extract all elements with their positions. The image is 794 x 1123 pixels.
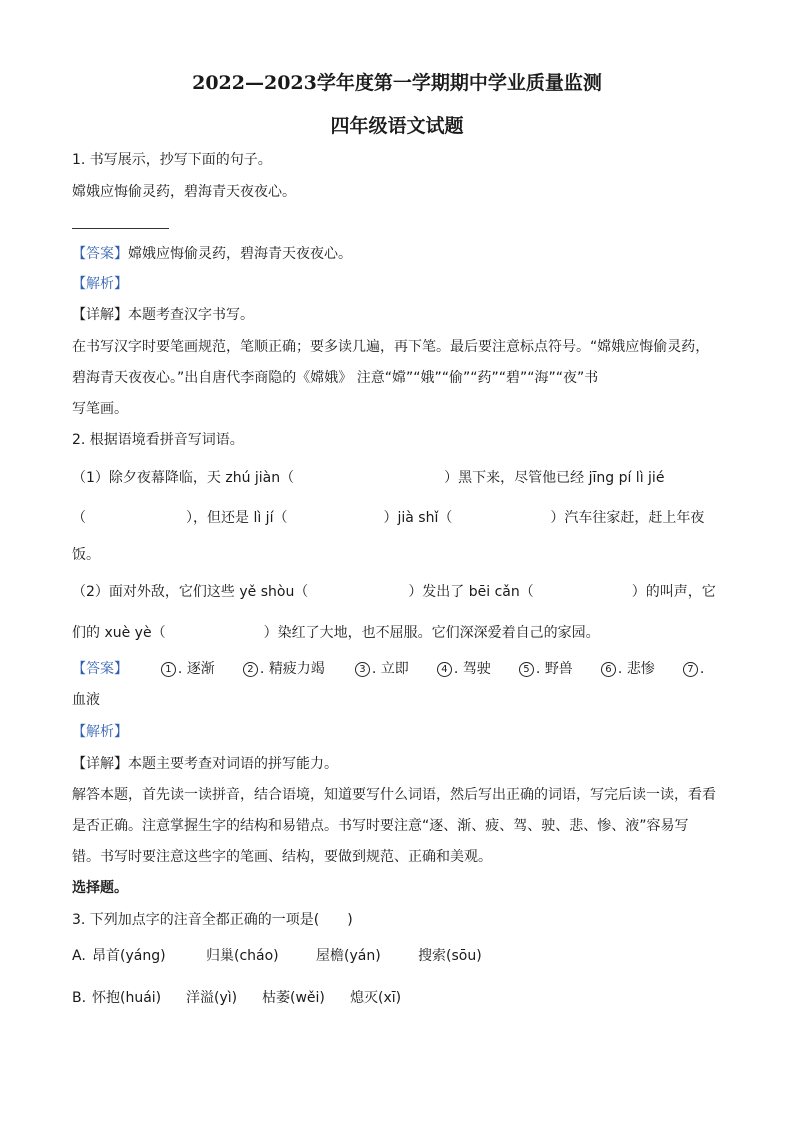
q1-explain-1: 在书写汉字时要笔画规范，笔顺正确；要多读几遍，再下笔。最后要注意标点符号。“嫦娥应悔偷灵药， <box>72 339 710 355</box>
answer-tag: 【答案】 <box>72 661 128 677</box>
q1-sentence: 嫦娥应悔偷灵药，碧海青天夜夜心。 <box>72 184 296 200</box>
detail-text: 本题考查汉字书写。 <box>128 307 254 323</box>
answer-item-2: 2 . 精疲力竭 <box>243 659 355 679</box>
q2-p2-seg-e: ）染红了大地，也不屈服。它们深深爱着自己的家园。 <box>263 625 600 641</box>
option-item: 搜索(sōu) <box>418 948 482 964</box>
q2-p1-seg-e: ）jià shǐ（ <box>383 510 453 526</box>
q3-option-b <box>72 988 401 1008</box>
q1-analysis-tag: 【解析】 <box>72 276 128 292</box>
option-label: B. <box>72 990 87 1006</box>
q2-p2-seg-d: 们的 xuè yè（ <box>72 625 166 641</box>
q1-explain-3: 写笔画。 <box>72 401 128 417</box>
answer-item-7: 7 . <box>683 659 704 679</box>
q2-p1-line2 <box>72 508 704 528</box>
q3-stem: 3. 下列加点字的注音全都正确的一项是( ) <box>72 912 353 928</box>
q2-p2-seg-a: （2）面对外敌，它们这些 yě shòu（ <box>72 584 309 600</box>
q2-answer <box>72 659 704 679</box>
q2-p1-line1 <box>72 468 664 488</box>
answer-item-6: 6 . 悲惨 <box>601 659 683 679</box>
option-item: 枯萎(wěi) <box>262 990 325 1006</box>
option-item: 昂首(yáng) <box>92 948 166 964</box>
detail-tag: 【详解】 <box>72 307 128 323</box>
q2-p1-seg-d: ），但还是 lì jí（ <box>186 510 288 526</box>
section-heading: 选择题。 <box>72 880 128 896</box>
q1-answer-line <box>72 228 169 229</box>
document-subtitle: 四年级语文试题 <box>330 115 464 137</box>
q2-answer-wrap: 血液 <box>72 692 100 708</box>
q1-detail <box>72 305 254 325</box>
option-item: 屋檐(yán) <box>316 948 381 964</box>
q1-answer <box>72 244 352 264</box>
q2-p2-seg-c: ）的叫声，它 <box>631 584 716 600</box>
q2-p2-line1 <box>72 582 716 602</box>
q1-stem: 1. 书写展示，抄写下面的句子。 <box>72 152 272 168</box>
answer-item-5: 5 . 野兽 <box>519 659 601 679</box>
option-item: 归巢(cháo) <box>206 948 279 964</box>
detail-tag: 【详解】 <box>72 756 128 772</box>
q2-p1-seg-f: ）汽车往家赶，赶上年夜 <box>550 510 705 526</box>
q2-p2-line2 <box>72 623 600 643</box>
answer-tag: 【答案】 <box>72 246 128 262</box>
option-item: 怀抱(huái) <box>92 990 162 1006</box>
q2-analysis-tag: 【解析】 <box>72 724 128 740</box>
document-title: 2022—2023学年度第一学期期中学业质量监测 <box>192 72 602 94</box>
q1-explain-2: 碧海青天夜夜心。”出自唐代李商隐的《嫦娥》 注意“嫦”“娥”“偷”“药”“碧”“海”“夜”书 <box>72 370 599 386</box>
q2-explain-2: 是否正确。注意掌握生字的结构和易错点。书写时要注意“逐、渐、疲、驾、驶、悲、惨、液”容易写 <box>72 818 689 834</box>
answer-text: 嫦娥应悔偷灵药，碧海青天夜夜心。 <box>128 246 352 262</box>
answer-item-4: 4 . 驾驶 <box>437 659 519 679</box>
option-item: 洋溢(yì) <box>186 990 238 1006</box>
q2-p1-seg-b: ）黑下来，尽管他已经 jīng pí lì jié <box>444 470 665 486</box>
detail-text: 本题主要考查对词语的拼写能力。 <box>128 756 338 772</box>
answer-item-1: 1 . 逐渐 <box>161 659 243 679</box>
q3-option-a <box>72 946 482 966</box>
q2-p1-seg-a: （1）除夕夜幕降临，天 zhú jiàn（ <box>72 470 295 486</box>
q2-detail <box>72 754 338 774</box>
q2-explain-1: 解答本题，首先读一读拼音，结合语境，知道要写什么词语，然后写出正确的词语，写完后读一读，看看 <box>72 787 716 803</box>
q2-explain-3: 错。书写时要注意这些字的笔画、结构，要做到规范、正确和美观。 <box>72 849 492 865</box>
answer-item-3: 3 . 立即 <box>355 659 437 679</box>
q2-stem: 2. 根据语境看拼音写词语。 <box>72 432 244 448</box>
option-label: A. <box>72 948 86 964</box>
q2-p1-line3: 饭。 <box>72 547 100 563</box>
q2-p2-seg-b: ）发出了 bēi cǎn（ <box>408 584 534 600</box>
q2-p1-seg-c: （ <box>72 510 86 526</box>
option-item: 熄灭(xī) <box>350 990 402 1006</box>
